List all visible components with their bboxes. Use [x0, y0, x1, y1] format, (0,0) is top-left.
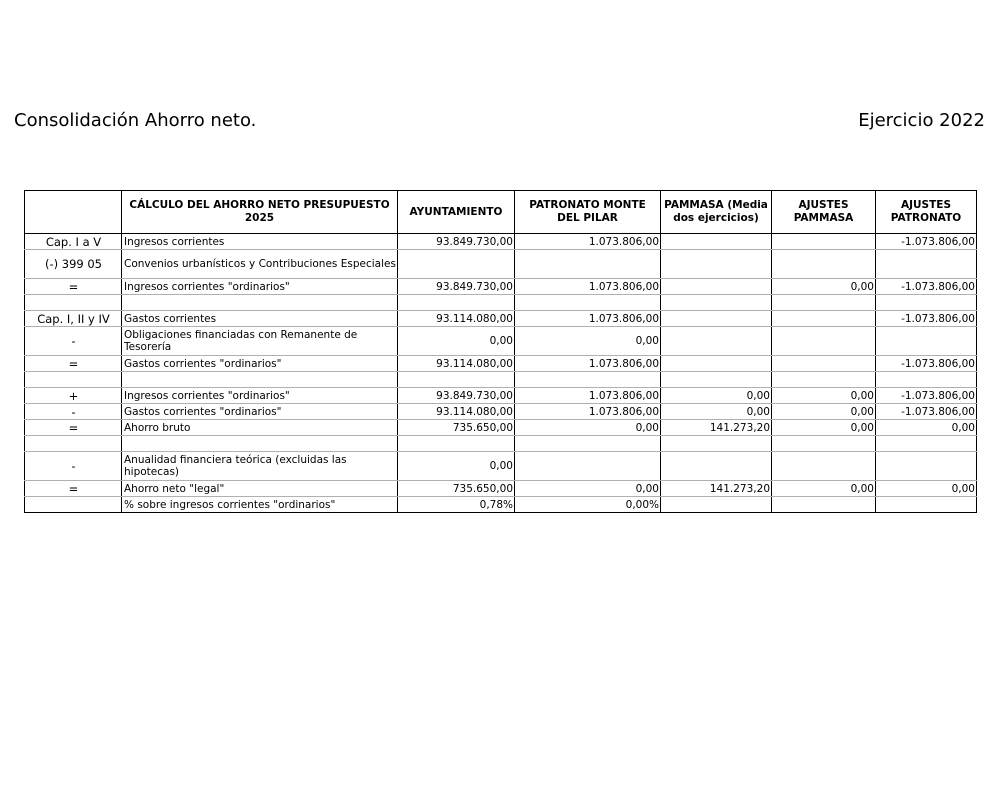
cell-patronato: 0,00 [515, 481, 661, 497]
row-prefix: + [25, 388, 122, 404]
cell-pammasa [661, 372, 772, 388]
cell-patronato [515, 436, 661, 452]
cell-ajustes-patronato [876, 327, 977, 356]
cell-patronato [515, 452, 661, 481]
column-header-ajustes-patronato: AJUSTES PATRONATO [876, 191, 977, 234]
cell-ajustes-patronato: -1.073.806,00 [876, 404, 977, 420]
cell-patronato: 0,00 [515, 327, 661, 356]
row-concept [122, 295, 398, 311]
row-concept: Anualidad financiera teórica (excluidas las hipotecas) [122, 452, 398, 481]
table-row [25, 311, 977, 327]
cell-patronato: 1.073.806,00 [515, 279, 661, 295]
cell-ayuntamiento: 93.849.730,00 [398, 388, 515, 404]
row-prefix: = [25, 279, 122, 295]
cell-patronato: 0,00 [515, 420, 661, 436]
row-concept: Ahorro bruto [122, 420, 398, 436]
row-concept [122, 372, 398, 388]
cell-pammasa [661, 497, 772, 513]
row-prefix: = [25, 356, 122, 372]
cell-ajustes-patronato: 0,00 [876, 420, 977, 436]
cell-patronato: 1.073.806,00 [515, 388, 661, 404]
row-prefix: Cap. I, II y IV [25, 311, 122, 327]
row-concept: % sobre ingresos corrientes "ordinarios" [122, 497, 398, 513]
column-header-ajustes-pammasa: AJUSTES PAMMASA [772, 191, 876, 234]
cell-ayuntamiento: 93.849.730,00 [398, 279, 515, 295]
column-header-patronato: PATRONATO MONTE DEL PILAR [515, 191, 661, 234]
cell-ajustes-pammasa: 0,00 [772, 420, 876, 436]
cell-ajustes-patronato: -1.073.806,00 [876, 234, 977, 250]
row-prefix [25, 436, 122, 452]
cell-pammasa [661, 295, 772, 311]
cell-patronato [515, 295, 661, 311]
cell-pammasa [661, 452, 772, 481]
row-concept: Gastos corrientes "ordinarios" [122, 356, 398, 372]
table-row [25, 356, 977, 372]
row-concept: Ahorro neto "legal" [122, 481, 398, 497]
row-prefix [25, 497, 122, 513]
cell-patronato: 1.073.806,00 [515, 404, 661, 420]
cell-pammasa: 0,00 [661, 388, 772, 404]
cell-ajustes-pammasa [772, 234, 876, 250]
cell-pammasa [661, 250, 772, 279]
cell-ayuntamiento: 93.114.080,00 [398, 311, 515, 327]
page-title: Consolidación Ahorro neto. [14, 110, 257, 131]
cell-pammasa [661, 234, 772, 250]
cell-ayuntamiento: 0,00 [398, 327, 515, 356]
column-header-concept-code [25, 191, 122, 234]
cell-pammasa [661, 436, 772, 452]
cell-pammasa [661, 327, 772, 356]
row-prefix: (-) 399 05 [25, 250, 122, 279]
cell-ayuntamiento: 93.114.080,00 [398, 404, 515, 420]
cell-ajustes-patronato [876, 497, 977, 513]
cell-ajustes-pammasa: 0,00 [772, 404, 876, 420]
table-row [25, 388, 977, 404]
row-prefix [25, 372, 122, 388]
table-row [25, 452, 977, 481]
row-concept: Ingresos corrientes "ordinarios" [122, 279, 398, 295]
row-concept: Convenios urbanísticos y Contribuciones Especiales [122, 250, 398, 279]
cell-ajustes-pammasa: 0,00 [772, 279, 876, 295]
cell-ajustes-pammasa [772, 497, 876, 513]
table-row [25, 327, 977, 356]
row-prefix: - [25, 452, 122, 481]
cell-ajustes-pammasa: 0,00 [772, 481, 876, 497]
cell-ayuntamiento: 735.650,00 [398, 420, 515, 436]
cell-ajustes-patronato [876, 452, 977, 481]
row-prefix [25, 295, 122, 311]
row-prefix: - [25, 327, 122, 356]
table-header-row [25, 191, 977, 234]
cell-ajustes-pammasa [772, 295, 876, 311]
cell-pammasa: 141.273,20 [661, 481, 772, 497]
cell-pammasa: 0,00 [661, 404, 772, 420]
row-prefix: = [25, 481, 122, 497]
row-concept: Obligaciones financiadas con Remanente de Tesorería [122, 327, 398, 356]
cell-pammasa: 141.273,20 [661, 420, 772, 436]
column-header-ayuntamiento: AYUNTAMIENTO [398, 191, 515, 234]
table-row [25, 420, 977, 436]
cell-ajustes-patronato: -1.073.806,00 [876, 279, 977, 295]
cell-ajustes-pammasa [772, 250, 876, 279]
table-row [25, 481, 977, 497]
cell-ajustes-pammasa [772, 311, 876, 327]
cell-ayuntamiento [398, 436, 515, 452]
cell-ajustes-pammasa [772, 452, 876, 481]
row-concept [122, 436, 398, 452]
cell-pammasa [661, 279, 772, 295]
cell-pammasa [661, 311, 772, 327]
row-concept: Ingresos corrientes [122, 234, 398, 250]
cell-ayuntamiento [398, 295, 515, 311]
cell-ajustes-patronato [876, 295, 977, 311]
cell-ayuntamiento [398, 372, 515, 388]
table-row [25, 279, 977, 295]
cell-ayuntamiento: 93.114.080,00 [398, 356, 515, 372]
cell-ajustes-patronato: -1.073.806,00 [876, 311, 977, 327]
table-row [25, 497, 977, 513]
cell-patronato: 0,00% [515, 497, 661, 513]
cell-ajustes-patronato: -1.073.806,00 [876, 356, 977, 372]
cell-ajustes-pammasa [772, 327, 876, 356]
cell-ajustes-patronato [876, 436, 977, 452]
cell-patronato [515, 372, 661, 388]
cell-ajustes-patronato [876, 250, 977, 279]
cell-ayuntamiento: 735.650,00 [398, 481, 515, 497]
cell-pammasa [661, 356, 772, 372]
row-prefix: - [25, 404, 122, 420]
cell-ajustes-pammasa [772, 356, 876, 372]
cell-ayuntamiento [398, 250, 515, 279]
column-header-calculation: CÁLCULO DEL AHORRO NETO PRESUPUESTO 2025 [122, 191, 398, 234]
cell-patronato: 1.073.806,00 [515, 311, 661, 327]
cell-ajustes-patronato [876, 372, 977, 388]
table-row [25, 436, 977, 452]
cell-patronato: 1.073.806,00 [515, 356, 661, 372]
row-concept: Ingresos corrientes "ordinarios" [122, 388, 398, 404]
row-prefix: Cap. I a V [25, 234, 122, 250]
cell-ajustes-pammasa [772, 436, 876, 452]
net-savings-table [24, 190, 977, 513]
row-prefix: = [25, 420, 122, 436]
cell-ayuntamiento: 0,00 [398, 452, 515, 481]
column-header-pammasa: PAMMASA (Media dos ejercicios) [661, 191, 772, 234]
cell-patronato [515, 250, 661, 279]
cell-ajustes-pammasa: 0,00 [772, 388, 876, 404]
cell-ajustes-pammasa [772, 372, 876, 388]
table-row [25, 250, 977, 279]
cell-ayuntamiento: 93.849.730,00 [398, 234, 515, 250]
fiscal-year-label: Ejercicio 2022 [858, 110, 985, 131]
row-concept: Gastos corrientes [122, 311, 398, 327]
cell-ayuntamiento: 0,78% [398, 497, 515, 513]
table-row [25, 234, 977, 250]
cell-patronato: 1.073.806,00 [515, 234, 661, 250]
row-concept: Gastos corrientes "ordinarios" [122, 404, 398, 420]
table-row [25, 404, 977, 420]
cell-ajustes-patronato: 0,00 [876, 481, 977, 497]
table-row [25, 295, 977, 311]
table-row [25, 372, 977, 388]
cell-ajustes-patronato: -1.073.806,00 [876, 388, 977, 404]
